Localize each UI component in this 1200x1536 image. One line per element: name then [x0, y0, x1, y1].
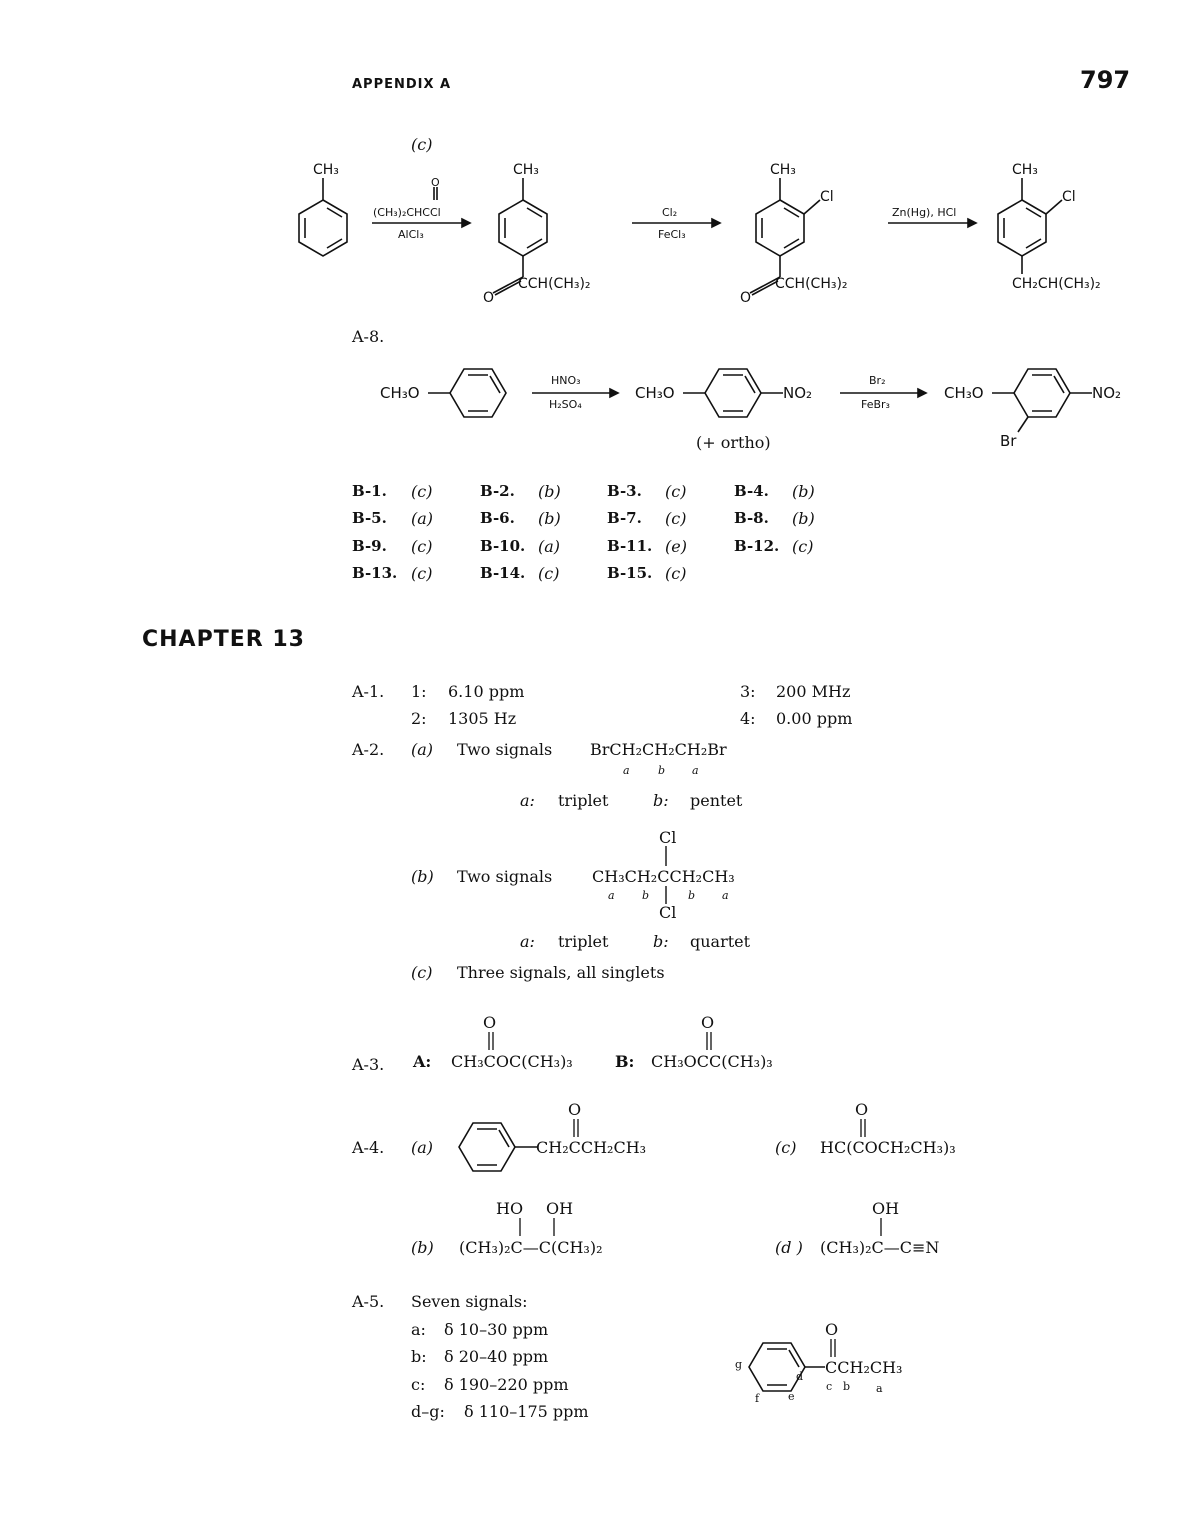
- answer-value: (c): [665, 509, 687, 528]
- shift-key: c:: [411, 1375, 426, 1394]
- proton-letter: b: [658, 764, 666, 777]
- nitro-label: NO₂: [1092, 384, 1122, 402]
- answer-label: B-3.: [607, 482, 642, 500]
- hydroxyl-label: OH: [872, 1199, 900, 1218]
- oxygen-label: O: [568, 1100, 582, 1119]
- bromo-label: Br: [1000, 432, 1017, 450]
- oxygen-label: O: [855, 1100, 869, 1119]
- a4-part-c: (c): [775, 1138, 797, 1157]
- bond-lines: [876, 1218, 888, 1238]
- answer-label: B-8.: [734, 509, 769, 527]
- compound-a-formula: CH₃COC(CH₃)₃: [451, 1052, 573, 1071]
- ketone-chain-label: CCH(CH₃)₂: [518, 276, 591, 292]
- benzene-ring: [745, 1340, 825, 1400]
- answer-label: B-14.: [480, 564, 526, 582]
- a1-item-num: 3:: [740, 682, 756, 701]
- a1-item-num: 4:: [740, 709, 756, 728]
- benzene-ring: [705, 369, 761, 417]
- answer-value: (b): [538, 482, 561, 501]
- answer-label: B-15.: [607, 564, 653, 582]
- carbon-letter: g: [735, 1358, 743, 1371]
- benzene-ring: [499, 200, 547, 256]
- methyl-label: CH₃: [770, 162, 796, 178]
- ortho-note: (+ ortho): [696, 433, 771, 452]
- page-number: 797: [1080, 66, 1131, 94]
- chloro-label: Cl: [820, 189, 834, 205]
- carbonyl-bond: [703, 1032, 715, 1052]
- methyl-label: CH₃: [313, 162, 339, 178]
- benzene-ring: [998, 200, 1046, 256]
- a2-c-text: Three signals, all singlets: [457, 963, 665, 982]
- answer-label: B-13.: [352, 564, 398, 582]
- methoxy-label: CH₃O: [944, 384, 984, 402]
- carbon-letter: b: [843, 1380, 851, 1393]
- carbonyl-bond: [570, 1119, 582, 1139]
- carbon-letter: c: [826, 1380, 833, 1393]
- a2-label: A-2.: [352, 740, 385, 759]
- answer-label: B-10.: [480, 537, 526, 555]
- shift-range: δ 110–175 ppm: [464, 1402, 589, 1421]
- scheme-c-label: (c): [411, 135, 433, 154]
- oxygen-label: O: [740, 290, 752, 306]
- running-title: APPENDIX A: [352, 77, 452, 92]
- answer-label: B-9.: [352, 537, 387, 555]
- carbonyl-bond: [857, 1119, 869, 1139]
- carbon-letter: d: [796, 1370, 804, 1383]
- shift-key: d–g:: [411, 1402, 445, 1421]
- mult-value: triplet: [558, 791, 609, 810]
- proton-letter: a: [722, 889, 729, 902]
- answer-label: B-2.: [480, 482, 515, 500]
- shift-range: δ 20–40 ppm: [444, 1347, 549, 1366]
- a5-formula: CCH₂CH₃: [825, 1358, 903, 1377]
- benzene-ring: [1014, 369, 1070, 417]
- a4-d-formula: (CH₃)₂C—C≡N: [820, 1238, 940, 1257]
- a4-label: A-4.: [352, 1138, 385, 1157]
- oxygen-label: O: [483, 1013, 497, 1032]
- chloro-label: Cl: [659, 903, 677, 922]
- a1-label: A-1.: [352, 682, 385, 701]
- mult-value: quartet: [690, 932, 751, 951]
- answer-label: B-6.: [480, 509, 515, 527]
- bond-lines: [514, 1218, 564, 1238]
- a1-item-value: 1305 Hz: [448, 709, 517, 728]
- a2-a-formula: BrCH₂CH₂CH₂Br: [590, 740, 727, 759]
- a4-part-a: (a): [411, 1138, 434, 1157]
- answer-value: (c): [792, 537, 814, 556]
- mult-value: triplet: [558, 932, 609, 951]
- mult-value: pentet: [690, 791, 743, 810]
- a4-c-formula: HC(COCH₂CH₃)₃: [820, 1138, 956, 1157]
- reagent-label: FeBr₃: [861, 398, 890, 411]
- chloro-label: Cl: [1062, 189, 1076, 205]
- hydroxyl-label: OH: [546, 1199, 574, 1218]
- a5-label: A-5.: [352, 1292, 385, 1311]
- reagent-label: Cl₂: [662, 206, 678, 219]
- proton-letter: b: [642, 889, 650, 902]
- benzene-ring: [450, 369, 506, 417]
- reagent-label: AlCl₃: [398, 228, 424, 241]
- carbon-letter: e: [788, 1390, 795, 1403]
- methyl-label: CH₃: [513, 162, 539, 178]
- compound-b-key: B:: [615, 1052, 635, 1071]
- proton-letter: a: [692, 764, 699, 777]
- mult-key: b:: [653, 791, 669, 810]
- methoxy-label: CH₃O: [635, 384, 675, 402]
- a2-a-signals: Two signals: [457, 740, 553, 759]
- reagent-label: FeCl₃: [658, 228, 686, 241]
- answer-label: B-5.: [352, 509, 387, 527]
- reagent-label: HNO₃: [551, 374, 581, 387]
- answer-label: B-4.: [734, 482, 769, 500]
- a3-label: A-3.: [352, 1055, 385, 1074]
- answer-value: (c): [411, 564, 433, 583]
- answer-value: (c): [538, 564, 560, 583]
- a4-a-formula: CH₂CCH₂CH₃: [536, 1138, 647, 1157]
- answer-value: (e): [665, 537, 687, 556]
- carbonyl-bond: [485, 1032, 497, 1052]
- a5-intro: Seven signals:: [411, 1292, 528, 1311]
- oxygen-label: O: [431, 176, 440, 189]
- oxygen-label: O: [701, 1013, 715, 1032]
- mult-key: a:: [520, 791, 535, 810]
- a2-b-signals: Two signals: [457, 867, 553, 886]
- chapter-heading: CHAPTER 13: [142, 627, 305, 652]
- a4-b-formula: (CH₃)₂C—C(CH₃)₂: [459, 1238, 603, 1257]
- shift-key: b:: [411, 1347, 427, 1366]
- a1-item-value: 200 MHz: [776, 682, 851, 701]
- a8-label: A-8.: [352, 327, 385, 346]
- answer-label: B-1.: [352, 482, 387, 500]
- methoxy-label: CH₃O: [380, 384, 420, 402]
- methyl-label: CH₃: [1012, 162, 1038, 178]
- carbonyl-bond: [827, 1339, 839, 1359]
- answer-value: (b): [538, 509, 561, 528]
- reagent-label: (CH₃)₂CHCCl: [373, 206, 441, 219]
- answer-value: (c): [411, 482, 433, 501]
- oxygen-label: O: [825, 1320, 839, 1339]
- benzene-ring: [455, 1120, 545, 1174]
- benzene-ring: [756, 200, 804, 256]
- shift-range: δ 10–30 ppm: [444, 1320, 549, 1339]
- a4-part-b: (b): [411, 1238, 434, 1257]
- a1-item-value: 6.10 ppm: [448, 682, 525, 701]
- mult-key: b:: [653, 932, 669, 951]
- answer-label: B-7.: [607, 509, 642, 527]
- carbon-letter: f: [755, 1392, 760, 1405]
- reagent-label: Br₂: [869, 374, 886, 387]
- answer-label: B-11.: [607, 537, 653, 555]
- answer-value: (c): [411, 537, 433, 556]
- answer-value: (c): [665, 482, 687, 501]
- a4-part-d: (d ): [775, 1238, 803, 1257]
- benzene-ring: [299, 200, 347, 256]
- compound-b-formula: CH₃OCC(CH₃)₃: [651, 1052, 773, 1071]
- a1-item-num: 1:: [411, 682, 427, 701]
- oxygen-label: O: [483, 290, 495, 306]
- proton-letter: b: [688, 889, 696, 902]
- reagent-label: Zn(Hg), HCl: [892, 206, 957, 219]
- a1-item-value: 0.00 ppm: [776, 709, 853, 728]
- a1-item-num: 2:: [411, 709, 427, 728]
- hydroxyl-label: HO: [496, 1199, 524, 1218]
- compound-a-key: A:: [413, 1052, 432, 1071]
- a2-b-formula: CH₃CH₂CCH₂CH₃: [592, 867, 735, 886]
- ketone-chain-label: CCH(CH₃)₂: [775, 276, 848, 292]
- chloro-label: Cl: [659, 828, 677, 847]
- a2-part-a: (a): [411, 740, 434, 759]
- reagent-label: H₂SO₄: [549, 398, 582, 411]
- answer-value: (c): [665, 564, 687, 583]
- a2-part-c: (c): [411, 963, 433, 982]
- answer-value: (b): [792, 509, 815, 528]
- final-chain-label: CH₂CH(CH₃)₂: [1012, 276, 1101, 292]
- carbon-letter: a: [876, 1382, 883, 1395]
- friedel-crafts-scheme: [280, 150, 1160, 310]
- answer-value: (a): [411, 509, 434, 528]
- answer-value: (a): [538, 537, 561, 556]
- proton-letter: a: [623, 764, 630, 777]
- shift-range: δ 190–220 ppm: [444, 1375, 569, 1394]
- proton-letter: a: [608, 889, 615, 902]
- a2-part-b: (b): [411, 867, 434, 886]
- answer-value: (b): [792, 482, 815, 501]
- shift-key: a:: [411, 1320, 426, 1339]
- nitro-label: NO₂: [783, 384, 813, 402]
- answer-label: B-12.: [734, 537, 780, 555]
- mult-key: a:: [520, 932, 535, 951]
